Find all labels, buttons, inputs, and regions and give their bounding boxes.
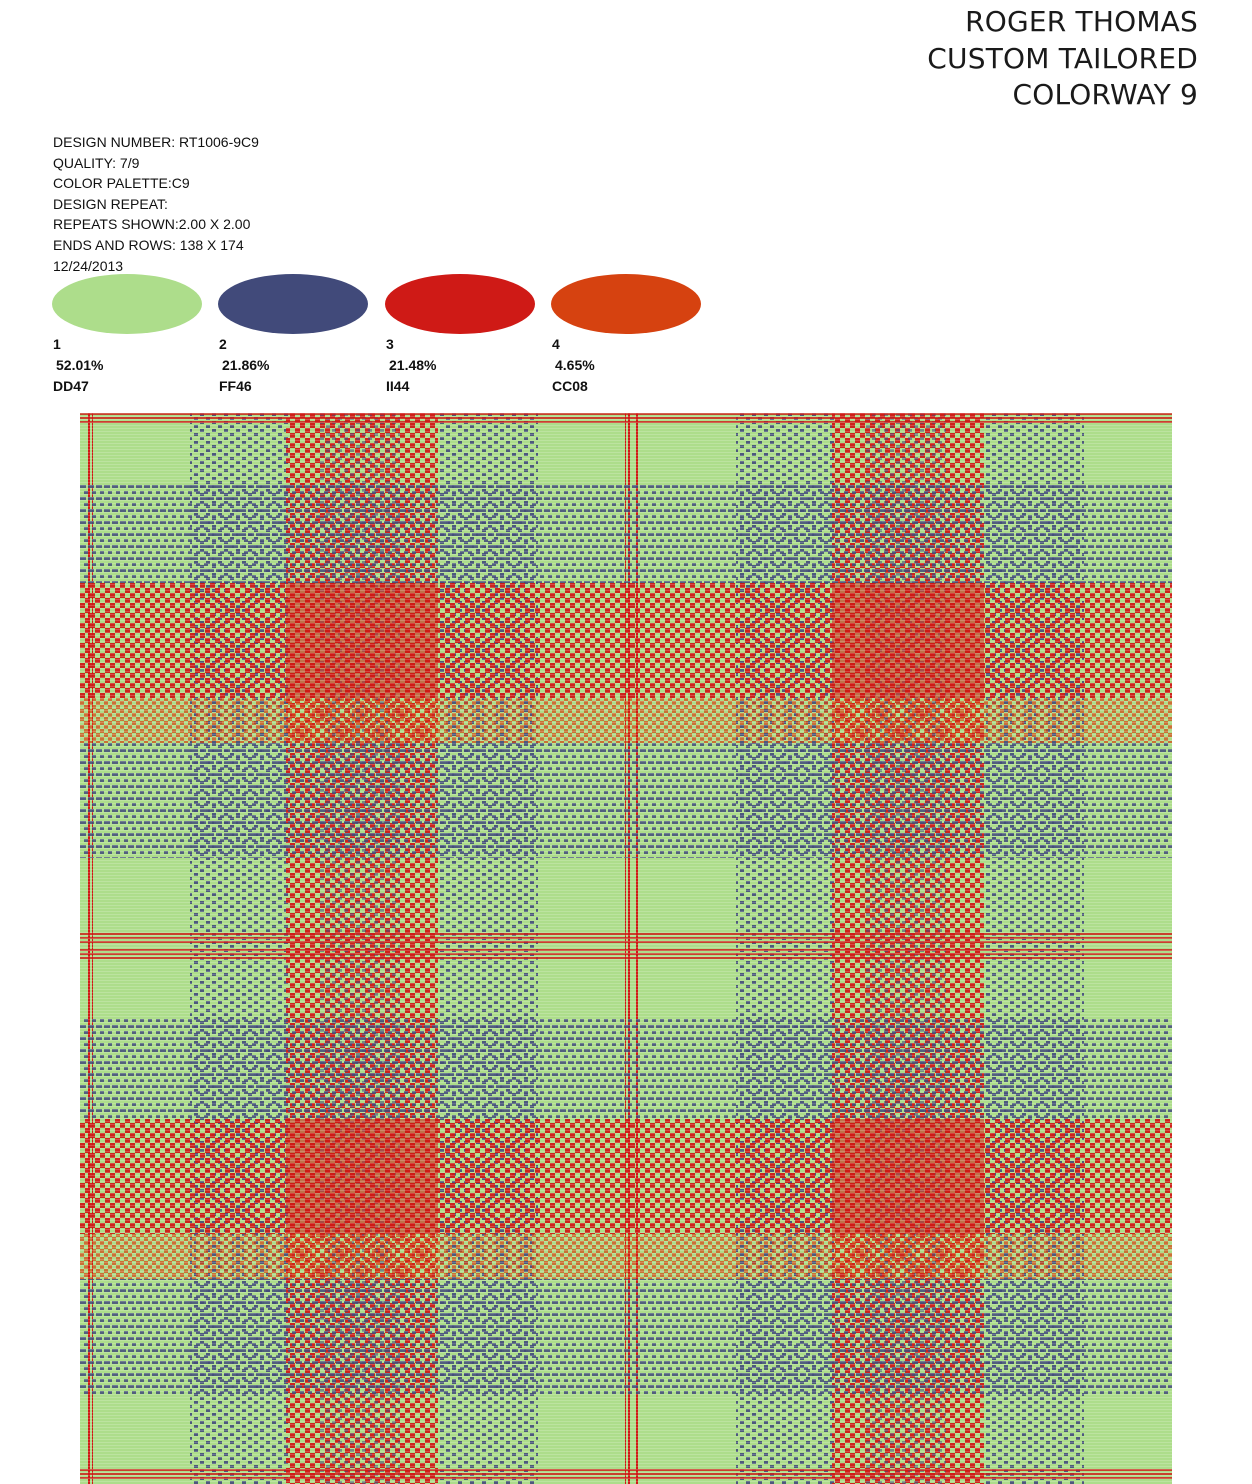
- swatch-code: DD47: [53, 378, 89, 394]
- design-repeat: DESIGN REPEAT:: [53, 195, 168, 212]
- swatch-number: 1: [53, 336, 61, 352]
- brand-subtitle: CUSTOM TAILORED: [927, 41, 1198, 75]
- swatch-percent: 21.48%: [389, 357, 437, 373]
- design-date: 12/24/2013: [53, 257, 124, 274]
- design-spec: [53, 132, 259, 276]
- swatch-code: CC08: [552, 378, 588, 394]
- swatch-percent: 4.65%: [555, 357, 595, 373]
- fabric-texture: [80, 413, 1172, 1484]
- brand-block: [927, 4, 1198, 114]
- swatch-oval: [385, 274, 535, 334]
- color-swatches: [52, 274, 752, 399]
- swatch-number: 3: [386, 336, 394, 352]
- swatch-oval: [551, 274, 701, 334]
- color-palette: COLOR PALETTE:C9: [53, 175, 190, 192]
- swatch-1: [52, 274, 202, 399]
- swatch-number: 4: [552, 336, 560, 352]
- swatch-3: [385, 274, 535, 399]
- swatch-number: 2: [219, 336, 227, 352]
- plaid-fabric-preview: [80, 413, 1172, 1484]
- swatch-oval: [218, 274, 368, 334]
- swatch-2: [218, 274, 368, 399]
- swatch-oval: [52, 274, 202, 334]
- repeats-shown: REPEATS SHOWN:2.00 X 2.00: [53, 216, 251, 233]
- swatch-code: FF46: [219, 378, 252, 394]
- swatch-4: [551, 274, 701, 399]
- quality: QUALITY: 7/9: [53, 154, 140, 171]
- brand-name: ROGER THOMAS: [965, 5, 1198, 38]
- colorway-title: COLORWAY 9: [1012, 78, 1198, 111]
- swatch-percent: 52.01%: [56, 357, 104, 373]
- ends-and-rows: ENDS AND ROWS: 138 X 174: [53, 236, 244, 253]
- plaid-pattern: [80, 413, 1172, 1484]
- swatch-percent: 21.86%: [222, 357, 270, 373]
- design-number: DESIGN NUMBER: RT1006-9C9: [53, 134, 259, 150]
- swatch-code: II44: [386, 378, 410, 394]
